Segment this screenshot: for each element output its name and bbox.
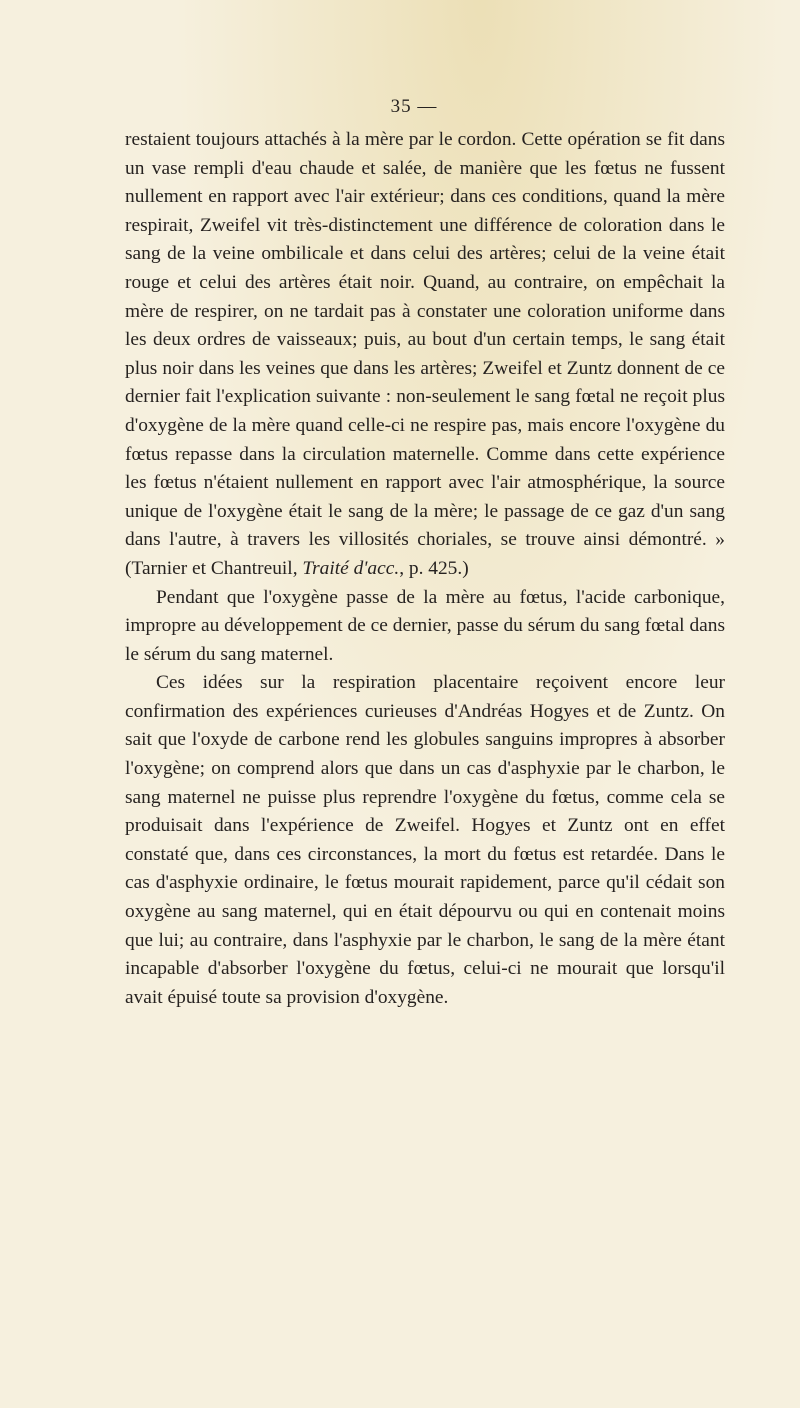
paragraph-carbonic-acid: Pendant que l'oxygène passe de la mère au fœtus, l'acide carbonique, impropre au développement de ce dernier, passe du sérum du sang fœtal dans le sérum du sang maternel. xyxy=(125,586,725,665)
paragraph-continuation xyxy=(125,126,725,584)
paragraph-text: restaient toujours attachés à la mère par le cordon. Cette opération se fit dans un vase rempli d'eau chaude et salée, de manière que les fœtus ne fussent nullement en rapport avec l'air extérieur; dans ces conditions, quand la mère respirait, Zweifel vit très-distinctement une différence de coloration dans le sang de la veine ombilicale et dans celui des artères; celui de la veine était rouge et celui des artères était noir. Quand, au contraire, on empêchait la mère de respirer, on ne tardait pas à constater une coloration uniforme dans les deux ordres de vaisseaux; puis, au bout d'un certain temps, le sang était plus noir dans les veines que dans les artères; Zweifel et Zuntz donnent de ce dernier fait l'explication suivante : non-seulement le sang fœtal ne reçoit plus d'oxygène de la mère quand celle-ci ne respire pas, mais encore l'oxygène du fœtus repasse dans la circulation maternelle. Comme dans cette expérience les fœtus n'étaient nullement en rapport avec l'air atmosphérique, la source unique de l'oxygène était le sang de la mère; le passage de ce gaz d'un sang dans l'autre, à travers les villosités choriales, se trouve ainsi démontré. » (Tarnier et Chantreuil, xyxy=(125,129,725,579)
page-number: 35 — xyxy=(390,96,438,117)
body-text xyxy=(125,126,725,1012)
paragraph-placental-respiration: Ces idées sur la respiration placentaire reçoivent encore leur confirmation des expériences curieuses d'Andréas Hogyes et de Zuntz. On sait que l'oxyde de carbone rend les globules sanguins impropres à absorber l'oxygène; on comprend alors que dans un cas d'asphyxie par le charbon, le sang maternel ne puisse plus reprendre l'oxygène du fœtus, comme cela se produisait dans l'expérience de Zweifel. Hogyes et Zuntz ont en effet constaté que, dans ces circonstances, la mort du fœtus est retardée. Dans le cas d'asphyxie ordinaire, le fœtus mourait rapidement, parce qu'il cédait son oxygène au sang maternel, qui en était dépourvu ou qui en contenait moins que lui; au contraire, dans l'asphyxie par le charbon, le sang de la mère étant incapable d'absorber l'oxygène du fœtus, celui-ci ne mourait que lorsqu'il avait épuisé toute sa provision d'oxygène. xyxy=(125,672,725,1008)
citation-page: , p. 425.) xyxy=(399,557,469,579)
citation-title: Traité d'acc. xyxy=(302,557,400,579)
